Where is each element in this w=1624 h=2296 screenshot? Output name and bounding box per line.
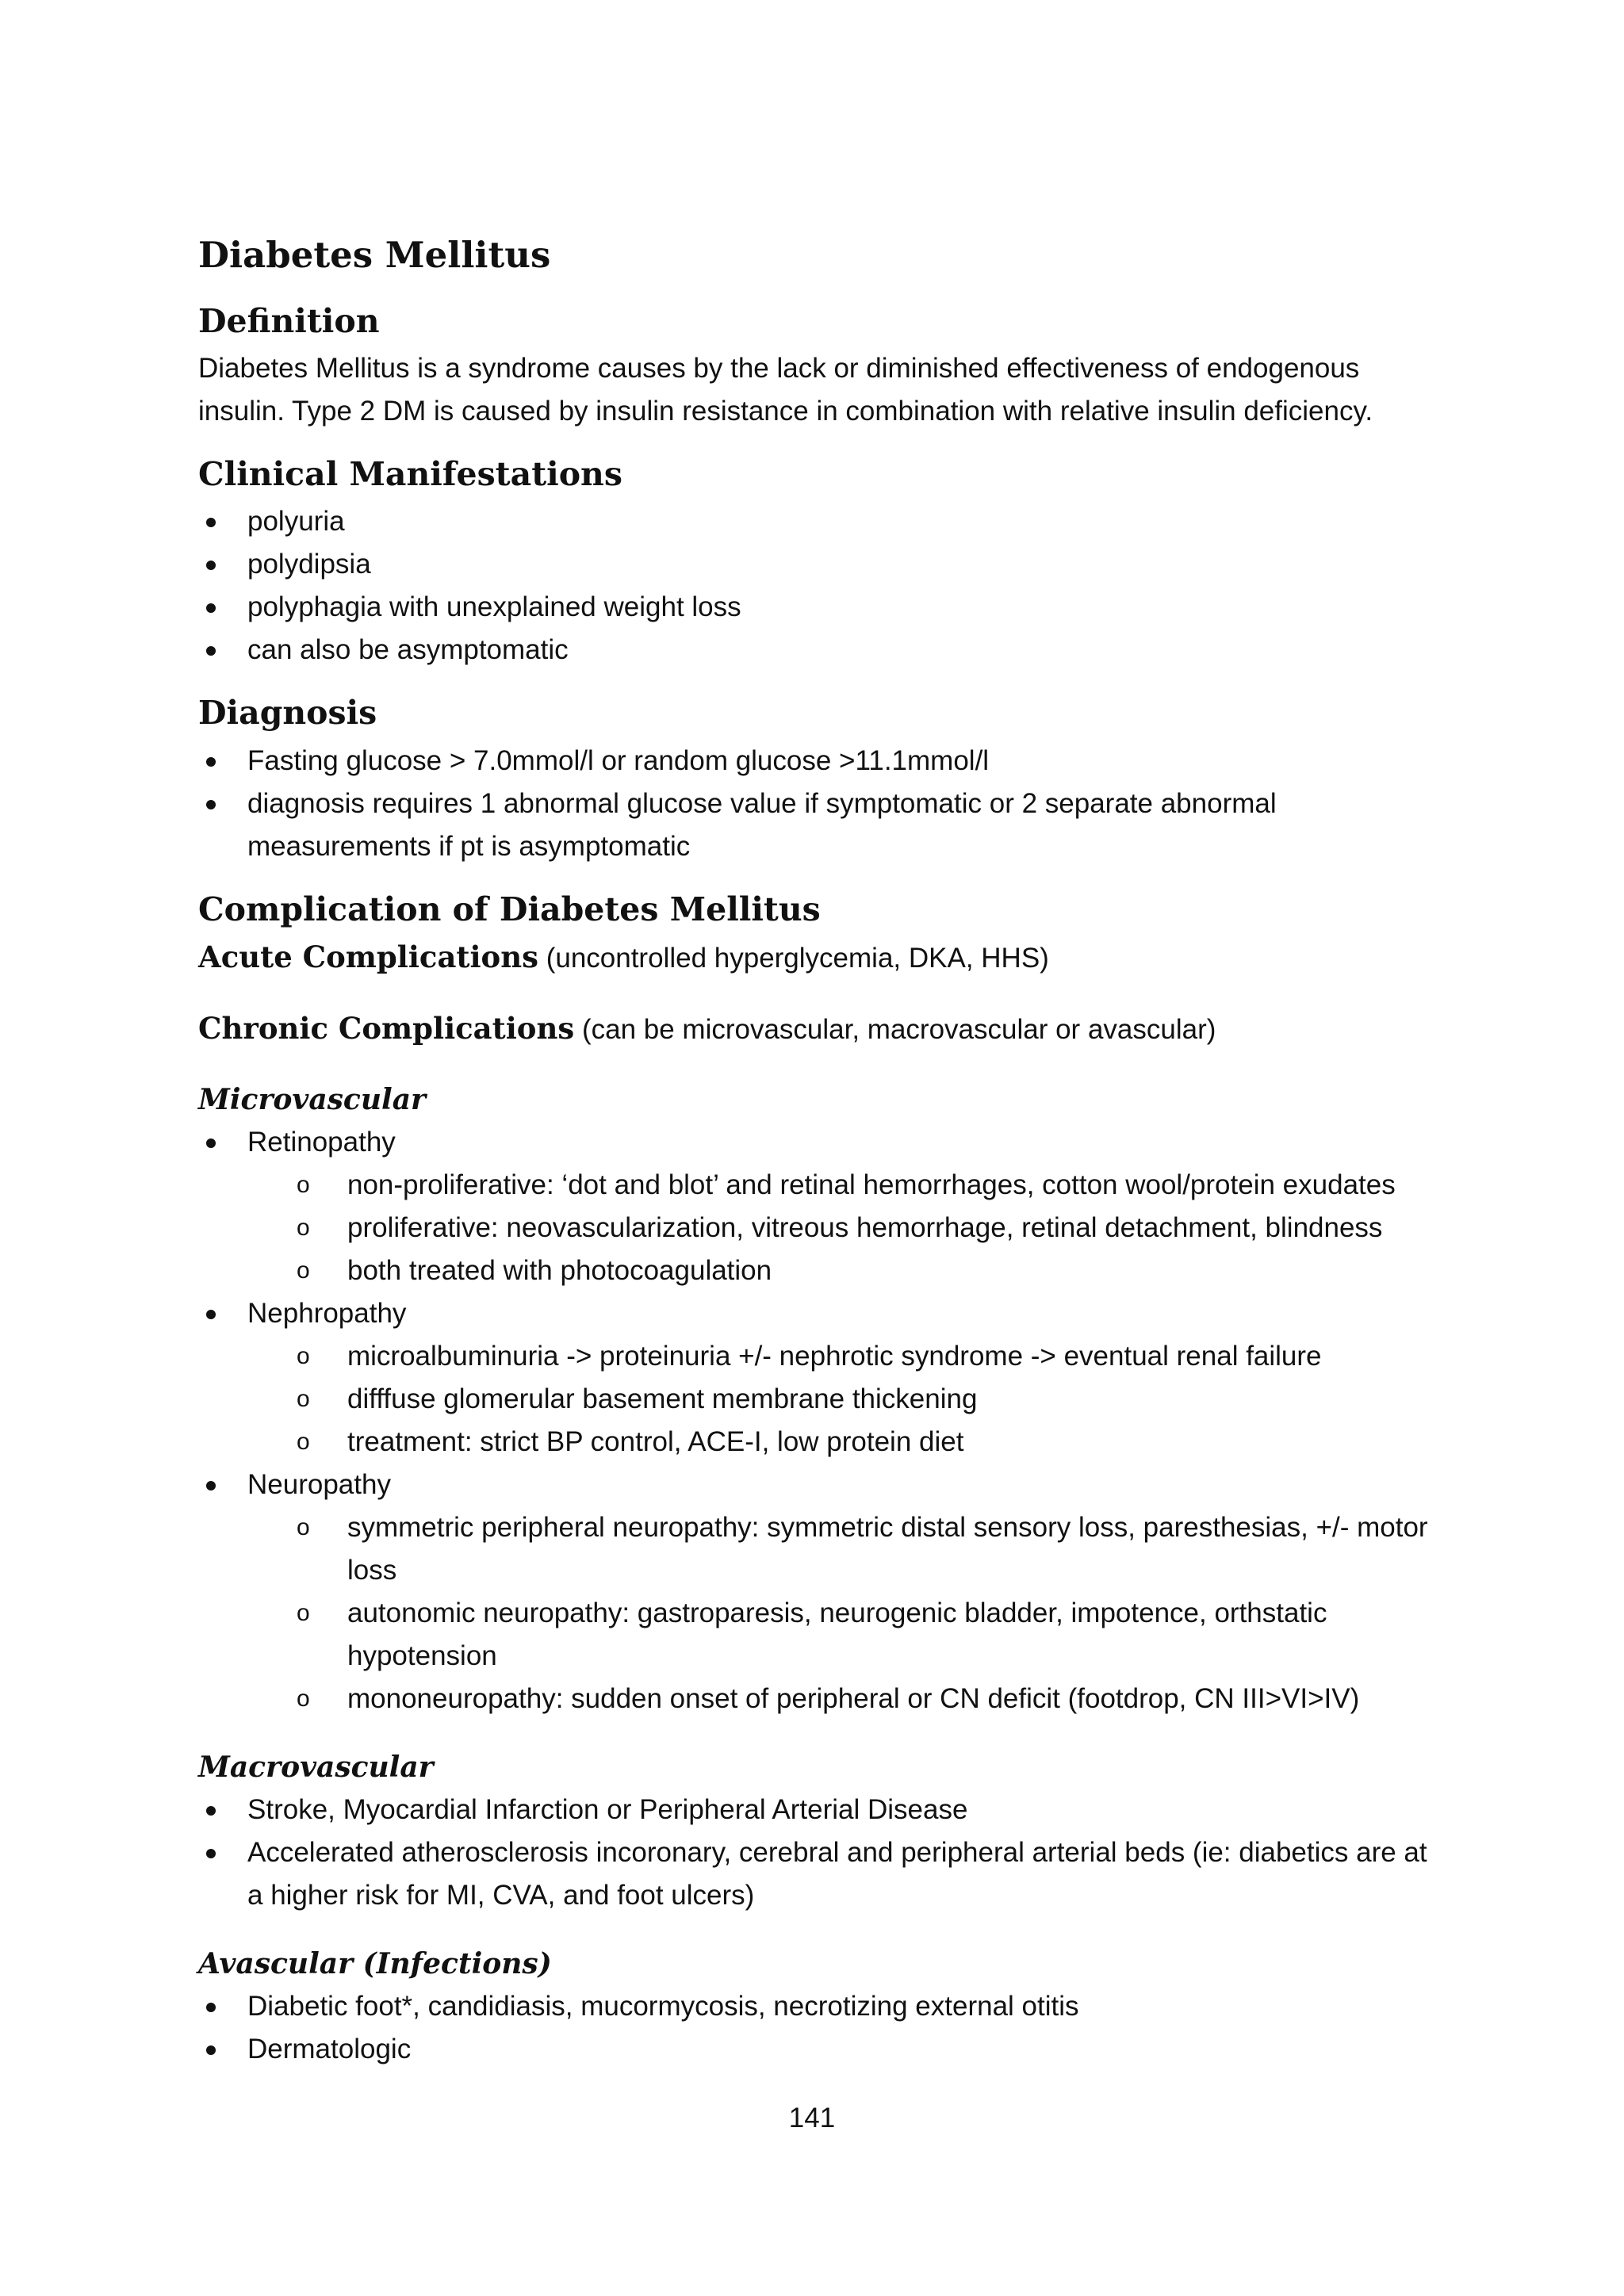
sub-list-item: o treatment: strict BP control, ACE-I, low protein diet	[198, 1421, 1467, 1464]
sub-list-item: o mononeuropathy: sudden onset of peripheral or CN deficit (footdrop, CN III>VI>IV)	[198, 1678, 1467, 1720]
page-content	[198, 234, 1467, 2071]
microvascular-list	[198, 1292, 1467, 1335]
definition-text-line: Diabetes Mellitus is a syndrome causes by the lack or diminished effectiveness of endogenous	[198, 353, 1360, 385]
sub-list-item: o difffuse glomerular basement membrane thickening	[198, 1378, 1467, 1421]
list-item	[198, 783, 1467, 868]
list-item: polydipsia	[198, 543, 1467, 586]
circle-bullet-icon: o	[297, 1428, 310, 1455]
avascular-list	[198, 1985, 1467, 2071]
complications-section	[198, 890, 1467, 2071]
sub-list-item: o proliferative: neovascularization, vitreous hemorrhage, retinal detachment, blindness	[198, 1207, 1467, 1249]
acute-complications	[198, 936, 1467, 980]
list-item: polyuria	[198, 500, 1467, 543]
microvascular-list	[198, 1464, 1467, 1506]
chronic-complications	[198, 1007, 1467, 1051]
acute-label: Acute Complications	[198, 939, 538, 974]
list-item: Fasting glucose > 7.0mmol/l or random glucose >11.1mmol/l	[198, 740, 1467, 783]
retinopathy-sublist	[198, 1164, 1467, 1292]
microvascular-heading: Microvascular	[198, 1082, 426, 1116]
definition-text-line: insulin. Type 2 DM is caused by insulin resistance in combination with relative insulin deficiency.	[198, 396, 1373, 427]
sub-list-item: o autonomic neuropathy: gastroparesis, neurogenic bladder, impotence, orthstatic hypotension	[198, 1592, 1467, 1678]
list-item-line: diagnosis requires 1 abnormal glucose value if symptomatic or 2 separate abnormal	[247, 787, 1277, 819]
macrovascular-heading: Macrovascular	[198, 1750, 434, 1784]
list-item: Accelerated atherosclerosis incoronary, cerebral and peripheral arterial beds (ie: diabetics are at a higher risk for MI, CVA, and foot ulcers)	[198, 1831, 1467, 1917]
clinical-list	[198, 500, 1467, 672]
list-item-neuropathy: Neuropathy	[198, 1464, 1467, 1506]
list-item: Dermatologic	[198, 2028, 1467, 2071]
sub-list-item: o both treated with photocoagulation	[198, 1249, 1467, 1292]
list-item-retinopathy: Retinopathy	[198, 1121, 1467, 1164]
circle-bullet-icon: o	[297, 1257, 310, 1284]
sub-list-item: o symmetric peripheral neuropathy: symmetric distal sensory loss, paresthesias, +/- motor loss	[198, 1506, 1467, 1592]
definition-section	[198, 302, 1467, 433]
diagnosis-heading: Diagnosis	[198, 694, 377, 733]
diagnosis-list	[198, 740, 1467, 868]
clinical-section	[198, 455, 1467, 672]
circle-bullet-icon: o	[297, 1685, 310, 1712]
definition-heading: Definition	[198, 302, 380, 340]
list-item: polyphagia with unexplained weight loss	[198, 586, 1467, 629]
chronic-label: Chronic Complications	[198, 1010, 575, 1046]
microvascular-list	[198, 1121, 1467, 1164]
avascular-heading: Avascular (Infections)	[198, 1946, 552, 1980]
circle-bullet-icon: o	[297, 1513, 310, 1540]
nephropathy-sublist	[198, 1335, 1467, 1464]
list-item-nephropathy: Nephropathy	[198, 1292, 1467, 1335]
circle-bullet-icon: o	[297, 1599, 310, 1626]
sub-list-item: o microalbuminuria -> proteinuria +/- nephrotic syndrome -> eventual renal failure	[198, 1335, 1467, 1378]
circle-bullet-icon: o	[297, 1342, 310, 1369]
chronic-note: (can be microvascular, macrovascular or avascular)	[574, 1013, 1216, 1045]
list-item-line: measurements if pt is asymptomatic	[247, 830, 691, 862]
neuropathy-sublist	[198, 1506, 1467, 1720]
circle-bullet-icon: o	[297, 1385, 310, 1412]
sub-list-item: o non-proliferative: ‘dot and blot’ and retinal hemorrhages, cotton wool/protein exudates	[198, 1164, 1467, 1207]
page-title: Diabetes Mellitus	[198, 234, 551, 276]
macrovascular-list	[198, 1789, 1467, 1917]
circle-bullet-icon: o	[297, 1171, 310, 1198]
list-item: can also be asymptomatic	[198, 629, 1467, 672]
acute-note: (uncontrolled hyperglycemia, DKA, HHS)	[538, 942, 1049, 974]
circle-bullet-icon: o	[297, 1214, 310, 1241]
page-number: 141	[788, 2103, 836, 2133]
list-item: Diabetic foot*, candidiasis, mucormycosis, necrotizing external otitis	[198, 1985, 1467, 2028]
list-item: Stroke, Myocardial Infarction or Peripheral Arterial Disease	[198, 1789, 1467, 1831]
diagnosis-section	[198, 694, 1467, 867]
complications-heading: Complication of Diabetes Mellitus	[198, 890, 821, 928]
clinical-heading: Clinical Manifestations	[198, 455, 622, 494]
